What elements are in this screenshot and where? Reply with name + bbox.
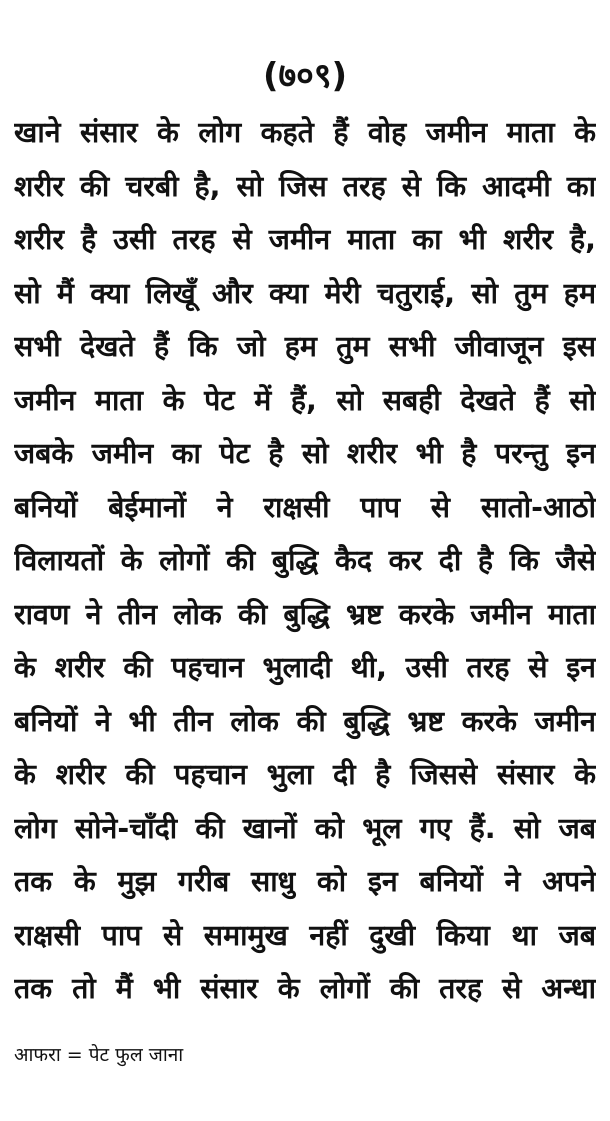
text-line: सो मैं क्या लिखूँ और क्या मेरी चतुराई, सो तुम हम (14, 276, 596, 310)
text-line: जमीन माता के पेट में हैं, सो सबही देखते हैं सो (14, 383, 596, 417)
text-line: तक तो मैं भी संसार के लोगों की तरह से अन्धा (14, 972, 596, 1005)
body-text (14, 106, 596, 1016)
text-line: विलायतों के लोगों की बुद्धि कैद कर दी है कि जैसे (14, 544, 596, 577)
text-line: रावण ने तीन लोक की बुद्धि भ्रष्ट करके जमीन माता (14, 597, 596, 631)
text-line: शरीर की चरबी है, सो जिस तरह से कि आदमी का (14, 169, 596, 203)
text-line: बनियों बेईमानों ने राक्षसी पाप से सातो-आठो (14, 490, 596, 524)
text-line: शरीर है उसी तरह से जमीन माता का भी शरीर है, (14, 223, 596, 256)
text-line: जबके जमीन का पेट है सो शरीर भी है परन्तु इन (14, 437, 596, 470)
page-number: (७०९) (262, 56, 348, 96)
text-line: लोग सोने-चाँदी की खानों को भूल गए हैं. सो जब (14, 811, 596, 845)
text-line: सभी देखते हैं कि जो हम तुम सभी जीवाजून इस (14, 330, 596, 363)
text-line: बनियों ने भी तीन लोक की बुद्धि भ्रष्ट करके जमीन (14, 704, 596, 738)
text-line: तक के मुझ गरीब साधु को इन बनियों ने अपने (14, 865, 596, 898)
text-line: राक्षसी पाप से समामुख नहीं दुखी किया था जब (14, 918, 596, 952)
text-line: के शरीर की पहचान भुला दी है जिससे संसार के (14, 758, 596, 791)
footnote: आफरा = पेट फुल जाना (14, 1044, 184, 1066)
text-line: के शरीर की पहचान भुलादी थी, उसी तरह से इन (14, 651, 596, 684)
text-line: खाने संसार के लोग कहते हैं वोह जमीन माता के (14, 116, 596, 149)
